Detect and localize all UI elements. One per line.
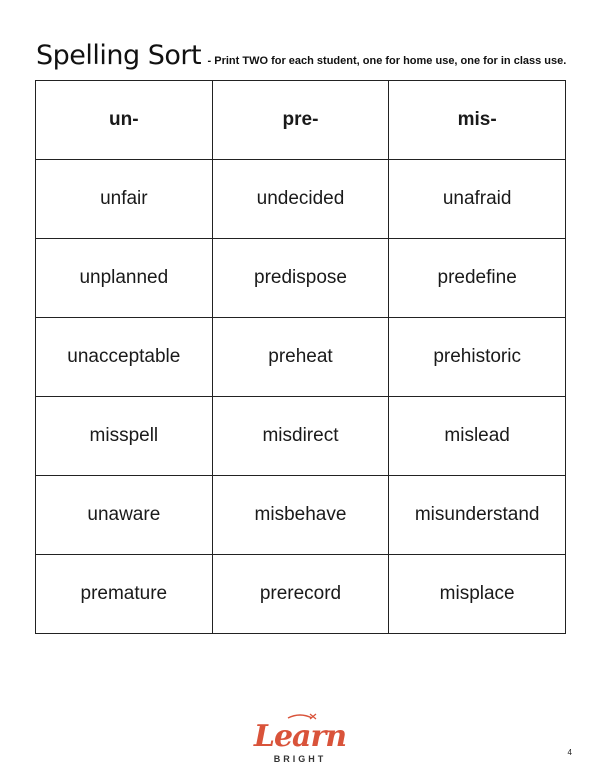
word-cell: misspell [36,397,213,476]
word-cell: premature [36,555,213,634]
word-cell: unplanned [36,239,213,318]
table-row [36,239,566,318]
spelling-sort-table [35,80,566,634]
word-cell: unafraid [389,160,566,239]
word-cell: unaware [36,476,213,555]
table-row [36,160,566,239]
logo-word: Learn [253,719,347,754]
table-row [36,318,566,397]
table-row [36,555,566,634]
word-cell: undecided [212,160,389,239]
word-cell: misdirect [212,397,389,476]
word-cell: misunderstand [389,476,566,555]
word-cell: misplace [389,555,566,634]
table-row [36,476,566,555]
column-header-pre: pre- [212,81,389,160]
page-number: 4 [567,748,572,757]
word-cell: mislead [389,397,566,476]
column-header-mis: mis- [389,81,566,160]
word-cell: unacceptable [36,318,213,397]
learn-bright-logo [250,712,350,768]
page-subtitle: - Print TWO for each student, one for home use, one for in class use. [207,55,567,67]
table-row [36,397,566,476]
word-cell: misbehave [212,476,389,555]
page-header [36,40,566,71]
column-header-un: un- [36,81,213,160]
word-cell: predispose [212,239,389,318]
word-cell: unfair [36,160,213,239]
table-header-row [36,81,566,160]
word-cell: preheat [212,318,389,397]
logo-subtext: BRIGHT [273,754,327,764]
word-cell: prehistoric [389,318,566,397]
page-title: Spelling Sort [36,40,202,71]
word-cell: predefine [389,239,566,318]
word-cell: prerecord [212,555,389,634]
